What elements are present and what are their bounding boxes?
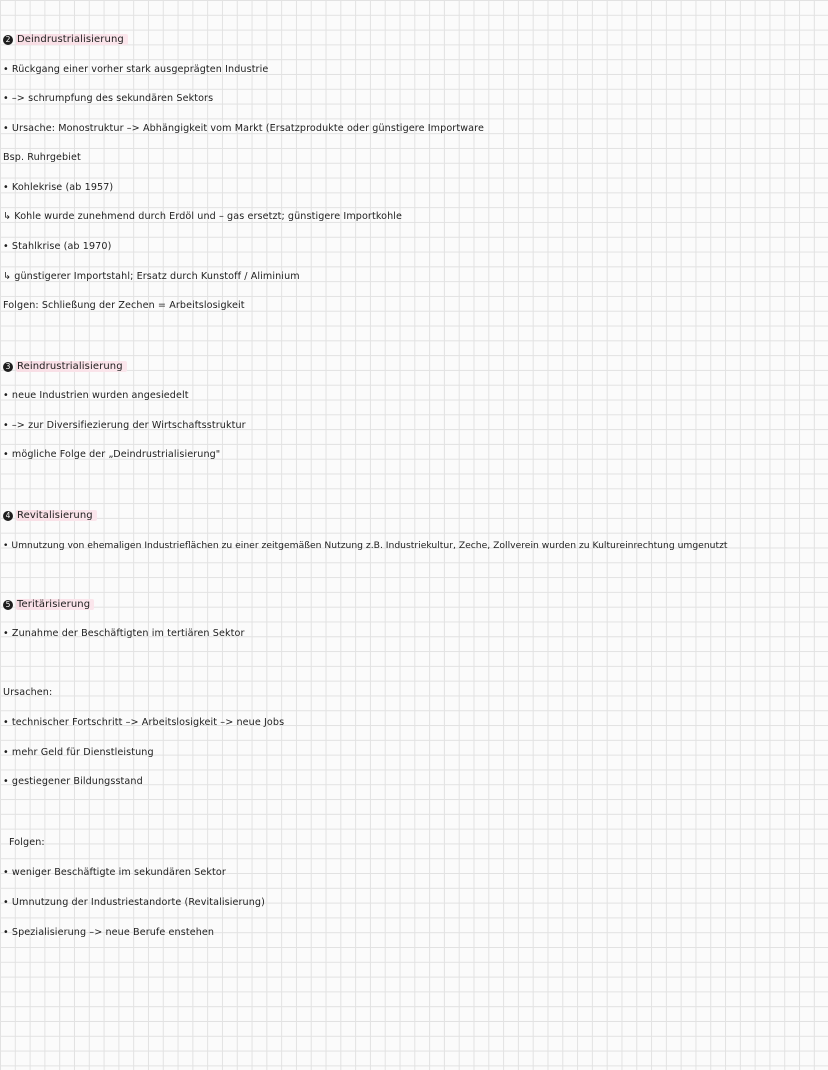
note-line: • –> schrumpfung des sekundären Sektors (3, 93, 214, 104)
heading-text: Deindrustrialisierung (16, 34, 128, 45)
note-line: • mehr Geld für Dienstleistung (3, 747, 154, 758)
note-line: • Ursache: Monostruktur –> Abhängigkeit vom Markt (Ersatzprodukte oder günstigere Importware (3, 123, 484, 134)
effects-label: Folgen: (9, 837, 45, 848)
note-line: ↳ Kohle wurde zunehmend durch Erdöl und – gas ersetzt; günstigere Importkohle (3, 211, 403, 222)
section-heading-tertiaerisierung (3, 598, 94, 612)
note-line: • Rückgang einer vorher stark ausgeprägten Industrie (3, 64, 269, 75)
note-line: • gestiegener Bildungsstand (3, 776, 143, 787)
section-heading-revitalisierung (3, 509, 97, 523)
note-line: ↳ günstigerer Importstahl; Ersatz durch Kunstoff / Aliminium (3, 271, 300, 282)
section-heading-reindustrialisierung (3, 360, 127, 374)
heading-text: Reindrustrialisierung (16, 361, 127, 372)
note-line: • Kohlekrise (ab 1957) (3, 182, 114, 193)
section-number-badge: 2 (3, 35, 13, 45)
note-line: • Spezialisierung –> neue Berufe enstehen (3, 927, 215, 938)
note-line: • Umnutzung von ehemaligen Industrieflächen zu einer zeitgemäßen Nutzung z.B. Industriekultur, Zeche, Zollverein wurden zu Kultureinrechtung umgenutzt (3, 540, 728, 551)
section-number-badge: 4 (3, 511, 13, 521)
note-line: • Umnutzung der Industriestandorte (Revitalisierung) (3, 897, 265, 908)
note-line: • neue Industrien wurden angesiedelt (3, 390, 189, 401)
causes-label: Ursachen: (3, 687, 53, 698)
heading-text: Teritärisierung (16, 599, 94, 610)
note-line: • –> zur Diversifiezierung der Wirtschaftsstruktur (3, 420, 246, 431)
note-line: • technischer Fortschritt –> Arbeitslosigkeit –> neue Jobs (3, 717, 285, 728)
heading-text: Revitalisierung (16, 510, 97, 521)
section-heading-deindustrialisierung (3, 33, 128, 47)
note-line: Folgen: Schließung der Zechen = Arbeitslosigkeit (3, 300, 245, 311)
section-number-badge: 5 (3, 600, 13, 610)
note-line: • Zunahme der Beschäftigten im tertiären Sektor (3, 628, 245, 639)
section-number-badge: 3 (3, 362, 13, 372)
note-line: • mögliche Folge der „Deindrustrialisierung" (3, 449, 221, 460)
note-line: • weniger Beschäftigte im sekundären Sektor (3, 867, 226, 878)
note-line: • Stahlkrise (ab 1970) (3, 241, 112, 252)
note-line: Bsp. Ruhrgebiet (3, 152, 81, 163)
